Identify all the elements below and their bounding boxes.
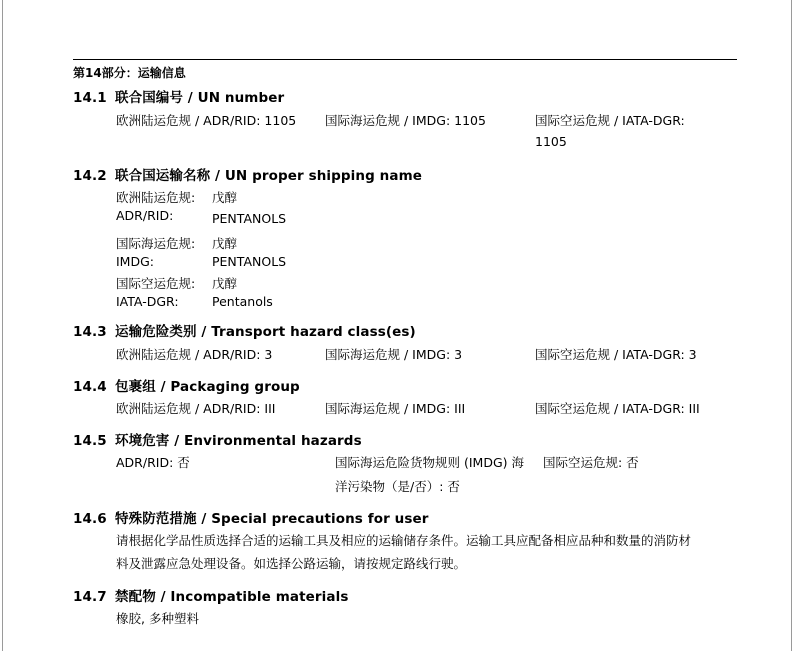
section-title: 环境危害 / Environmental hazards [115, 433, 362, 449]
section-heading-14-2 [73, 164, 422, 184]
section-number: 14.5 [73, 433, 107, 449]
special-precautions-line1: 请根据化学品性质选择合适的运输工具及相应的运输储存条件。运输工具应配备相应品种和数量的消防材 [116, 533, 692, 548]
section-divider [73, 59, 737, 60]
adr-name: PENTANOLS [212, 211, 287, 226]
part-title: 第14部分：运输信息 [73, 66, 186, 80]
section-number: 14.1 [73, 90, 107, 106]
section-title: 运输危险类别 / Transport hazard class(es) [115, 324, 416, 340]
iata-name-cn: 戊醇 [212, 276, 238, 291]
section-number: 14.2 [73, 168, 107, 184]
adr-name-cn: 戊醇 [212, 190, 238, 205]
section-heading-14-4 [73, 375, 300, 395]
imdg-marine-pollutant-line1: 国际海运危险货物规则 (IMDG) 海 [335, 455, 524, 470]
imdg-label-cn: 国际海运危规: [116, 236, 196, 251]
iata-label: IATA-DGR: [116, 294, 179, 309]
imdg-name: PENTANOLS [212, 254, 287, 269]
adr-un-number: 欧洲陆运危规 / ADR/RID: 1105 [116, 113, 297, 128]
incompatible-materials-text: 橡胶, 多种塑料 [116, 611, 199, 626]
adr-environmental-hazard: ADR/RID: 否 [116, 455, 190, 470]
special-precautions-line2: 料及泄露应急处理设备。如选择公路运输，请按规定路线行驶。 [116, 556, 467, 571]
section-heading-14-3 [73, 320, 416, 340]
document-page [2, 0, 792, 651]
section-title: 特殊防范措施 / Special precautions for user [115, 511, 429, 527]
iata-un-number-value: 1105 [535, 134, 567, 149]
adr-label: ADR/RID: [116, 208, 174, 223]
section-number: 14.4 [73, 379, 107, 395]
iata-name: Pentanols [212, 294, 273, 309]
section-title: 禁配物 / Incompatible materials [115, 589, 349, 605]
iata-label-cn: 国际空运危规: [116, 276, 196, 291]
imdg-marine-pollutant-line2: 洋污染物（是/否）: 否 [335, 479, 460, 494]
iata-hazard-class: 国际空运危规 / IATA-DGR: 3 [535, 347, 697, 362]
section-heading-14-7 [73, 585, 348, 605]
imdg-hazard-class: 国际海运危规 / IMDG: 3 [325, 347, 463, 362]
iata-packaging-group: 国际空运危规 / IATA-DGR: III [535, 401, 700, 416]
adr-hazard-class: 欧洲陆运危规 / ADR/RID: 3 [116, 347, 273, 362]
imdg-label: IMDG: [116, 254, 154, 269]
imdg-un-number: 国际海运危规 / IMDG: 1105 [325, 113, 486, 128]
imdg-packaging-group: 国际海运危规 / IMDG: III [325, 401, 466, 416]
section-number: 14.6 [73, 511, 107, 527]
section-number: 14.3 [73, 324, 107, 340]
section-title: 联合国编号 / UN number [115, 90, 285, 106]
section-heading-14-1 [73, 86, 284, 106]
section-title: 包裹组 / Packaging group [115, 379, 300, 395]
imdg-name-cn: 戊醇 [212, 236, 238, 251]
adr-packaging-group: 欧洲陆运危规 / ADR/RID: III [116, 401, 276, 416]
iata-environmental-hazard: 国际空运危规: 否 [543, 455, 639, 470]
section-title: 联合国运输名称 / UN proper shipping name [115, 168, 423, 184]
section-heading-14-6 [73, 507, 429, 527]
adr-label-cn: 欧洲陆运危规: [116, 190, 196, 205]
iata-un-number-label: 国际空运危规 / IATA-DGR: [535, 113, 685, 128]
section-heading-14-5 [73, 429, 362, 449]
section-number: 14.7 [73, 589, 107, 605]
